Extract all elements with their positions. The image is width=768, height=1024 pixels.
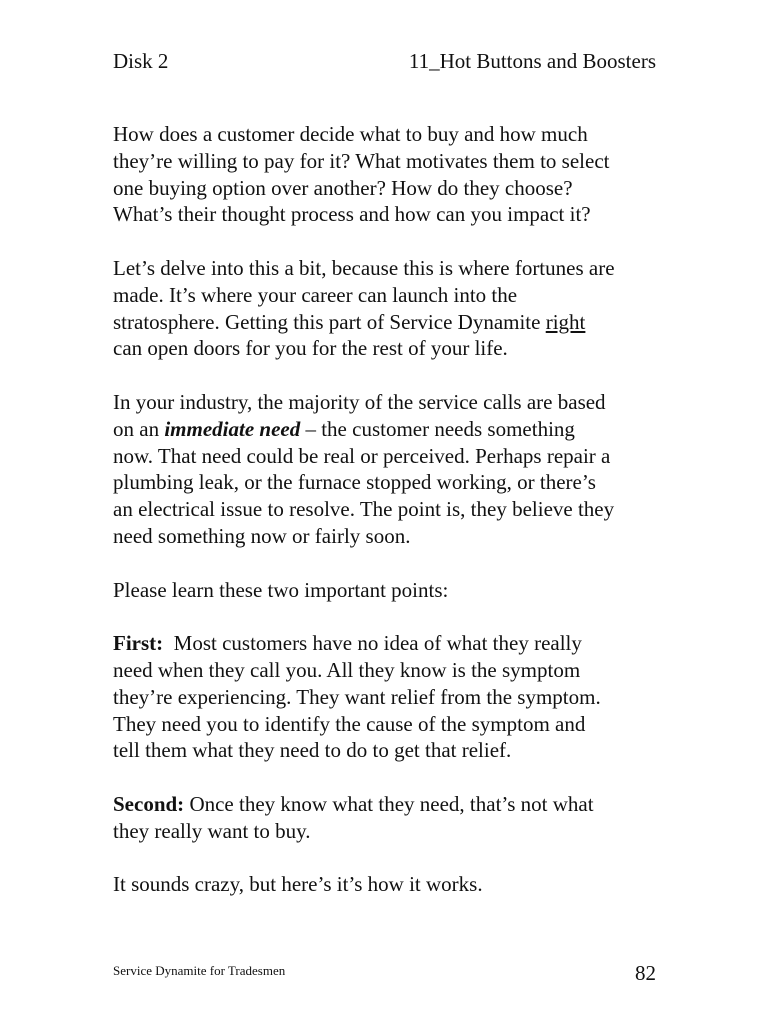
text-line: one buying option over another? How do they choose? bbox=[113, 175, 573, 200]
text-line: How does a customer decide what to buy and how much bbox=[113, 122, 588, 146]
header-disk-label: Disk 2 bbox=[113, 49, 169, 73]
text-line: It sounds crazy, but here’s it’s how it works. bbox=[113, 872, 483, 897]
text-line: now. That need could be real or perceived. Perhaps repair a bbox=[113, 443, 611, 468]
text-line: What’s their thought process and how can you impact it? bbox=[113, 202, 591, 227]
text-line: tell them what they need to do to get that relief. bbox=[113, 738, 512, 763]
text-span: on an bbox=[113, 416, 165, 441]
emphasized-phrase: immediate need bbox=[164, 416, 301, 441]
text-line bbox=[113, 630, 673, 657]
paragraph-1 bbox=[113, 121, 673, 228]
page-number: 82 bbox=[635, 961, 656, 985]
text-line: Please learn these two important points: bbox=[113, 577, 449, 602]
text-line: plumbing leak, or the furnace stopped working, or there’s bbox=[113, 470, 596, 495]
text-line: They need you to identify the cause of the symptom and bbox=[113, 711, 586, 736]
header-chapter-title: 11_Hot Buttons and Boosters bbox=[408, 49, 656, 73]
bold-label: First: bbox=[113, 631, 164, 656]
page-header bbox=[113, 48, 656, 74]
text-line bbox=[113, 416, 673, 443]
text-line: need when they call you. All they know is the symptom bbox=[113, 657, 581, 682]
text-span: – the customer needs something bbox=[300, 416, 575, 441]
text-line: they’re experiencing. They want relief from the symptom. bbox=[113, 684, 601, 709]
text-span: Most customers have no idea of what they really bbox=[163, 631, 582, 656]
text-line: they really want to buy. bbox=[113, 818, 311, 843]
text-line: an electrical issue to resolve. The point is, they believe they bbox=[113, 497, 615, 522]
text-line: In your industry, the majority of the service calls are based bbox=[113, 389, 606, 414]
underlined-word: right bbox=[545, 309, 586, 334]
text-line: made. It’s where your career can launch into the bbox=[113, 282, 518, 307]
paragraph-5 bbox=[113, 630, 673, 764]
text-line: Let’s delve into this a bit, because this is where fortunes are bbox=[113, 255, 615, 280]
paragraph-6 bbox=[113, 791, 673, 845]
paragraph-2 bbox=[113, 255, 673, 362]
text-line: need something now or fairly soon. bbox=[113, 523, 411, 548]
body-text bbox=[113, 121, 673, 925]
paragraph-4 bbox=[113, 577, 673, 604]
text-line: can open doors for you for the rest of your life. bbox=[113, 336, 508, 361]
paragraph-3 bbox=[113, 389, 673, 550]
footer-book-title: Service Dynamite for Tradesmen bbox=[113, 963, 286, 978]
text-line bbox=[113, 309, 673, 336]
page-footer bbox=[113, 960, 656, 990]
bold-label: Second: bbox=[113, 791, 185, 816]
paragraph-7 bbox=[113, 871, 673, 898]
text-line bbox=[113, 791, 673, 818]
text-span: Once they know what they need, that’s not what bbox=[184, 791, 594, 816]
text-line: they’re willing to pay for it? What motivates them to select bbox=[113, 148, 610, 173]
text-span: stratosphere. Getting this part of Service Dynamite bbox=[113, 309, 546, 334]
